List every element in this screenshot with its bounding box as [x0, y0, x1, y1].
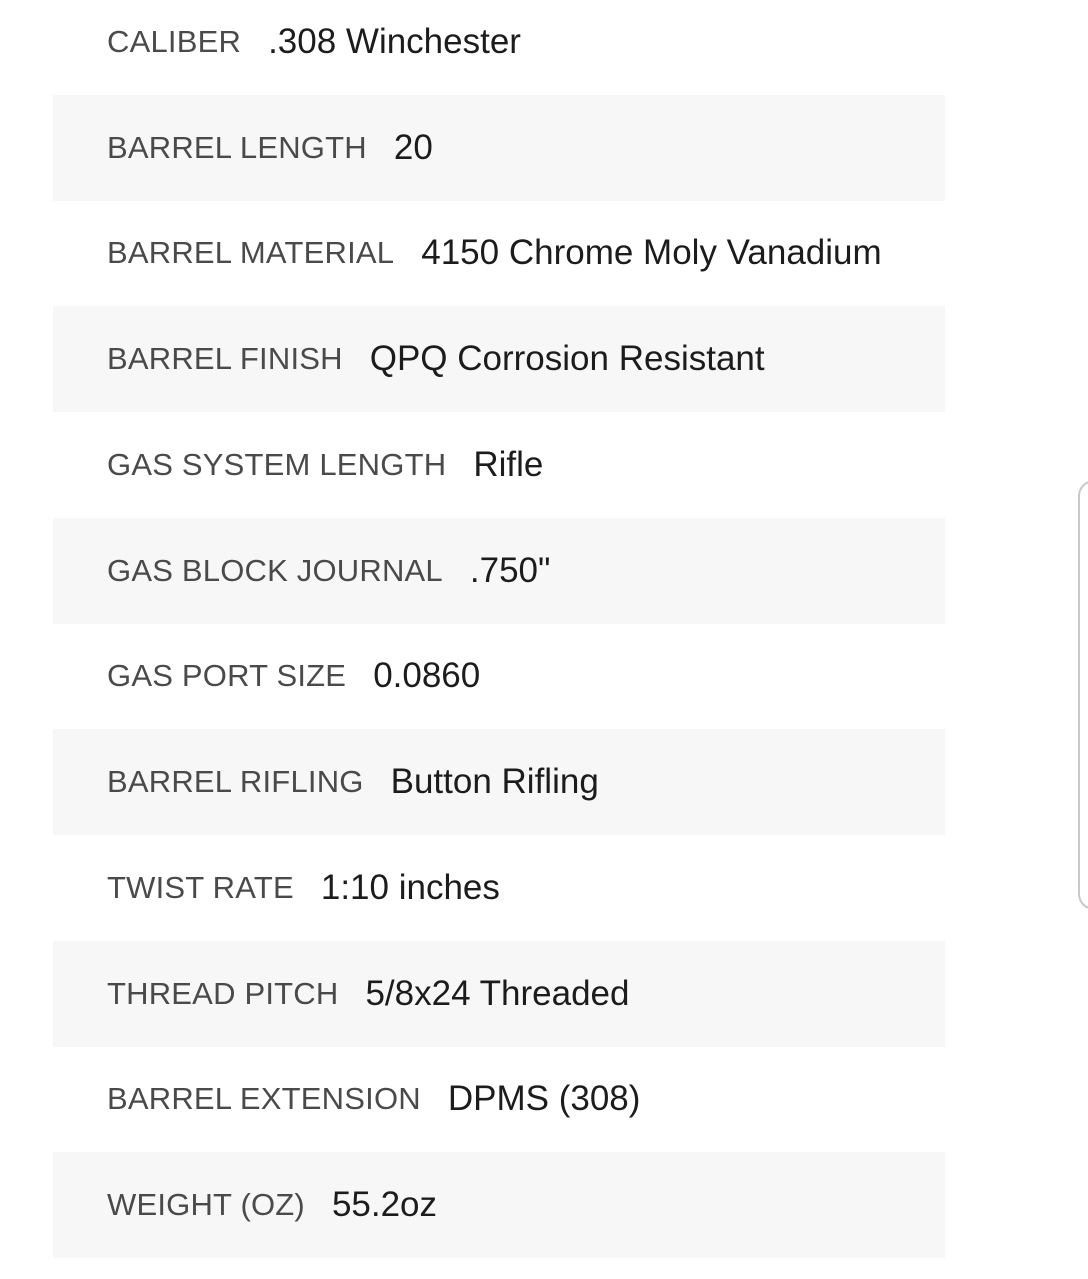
spec-row-weight [53, 1152, 945, 1258]
spec-label: GAS PORT SIZE [107, 658, 347, 694]
spec-value: .308 Winchester [268, 21, 521, 61]
spec-value: Rifle [473, 444, 544, 484]
spec-value: 0.0860 [373, 656, 481, 696]
spec-label: GAS BLOCK JOURNAL [107, 552, 443, 588]
scrollbar-handle[interactable] [1078, 480, 1088, 910]
spec-value: 1:10 inches [320, 867, 500, 907]
spec-row-twist-rate [53, 835, 945, 941]
spec-value: 55.2oz [331, 1185, 438, 1225]
spec-label: TWIST RATE [107, 869, 294, 905]
spec-value: 20 [393, 127, 433, 167]
spec-row-barrel-length [53, 95, 945, 201]
spec-label: BARREL MATERIAL [107, 235, 395, 271]
spec-table [53, 0, 945, 1258]
spec-label: GAS SYSTEM LENGTH [107, 446, 447, 482]
spec-value: QPQ Corrosion Resistant [369, 339, 765, 379]
spec-label: BARREL LENGTH [107, 129, 367, 165]
spec-row-gas-system-length [53, 412, 945, 518]
spec-label: WEIGHT (OZ) [107, 1187, 305, 1223]
spec-value: 5/8x24 Threaded [365, 973, 630, 1013]
spec-row-barrel-finish [53, 306, 945, 412]
spec-label: BARREL RIFLING [107, 764, 364, 800]
spec-row-gas-block-journal [53, 518, 945, 624]
spec-label: CALIBER [107, 23, 242, 59]
spec-label: BARREL EXTENSION [107, 1081, 421, 1117]
spec-value: DPMS (308) [447, 1079, 641, 1119]
spec-row-barrel-material [53, 201, 945, 307]
spec-label: THREAD PITCH [107, 975, 339, 1011]
spec-row-barrel-extension [53, 1047, 945, 1153]
spec-value: 4150 Chrome Moly Vanadium [421, 233, 882, 273]
spec-row-thread-pitch [53, 941, 945, 1047]
spec-value: Button Rifling [390, 762, 599, 802]
spec-row-gas-port-size [53, 624, 945, 730]
spec-value: .750" [469, 550, 551, 590]
spec-row-barrel-rifling [53, 729, 945, 835]
spec-label: BARREL FINISH [107, 341, 343, 377]
spec-row-caliber [53, 0, 945, 95]
